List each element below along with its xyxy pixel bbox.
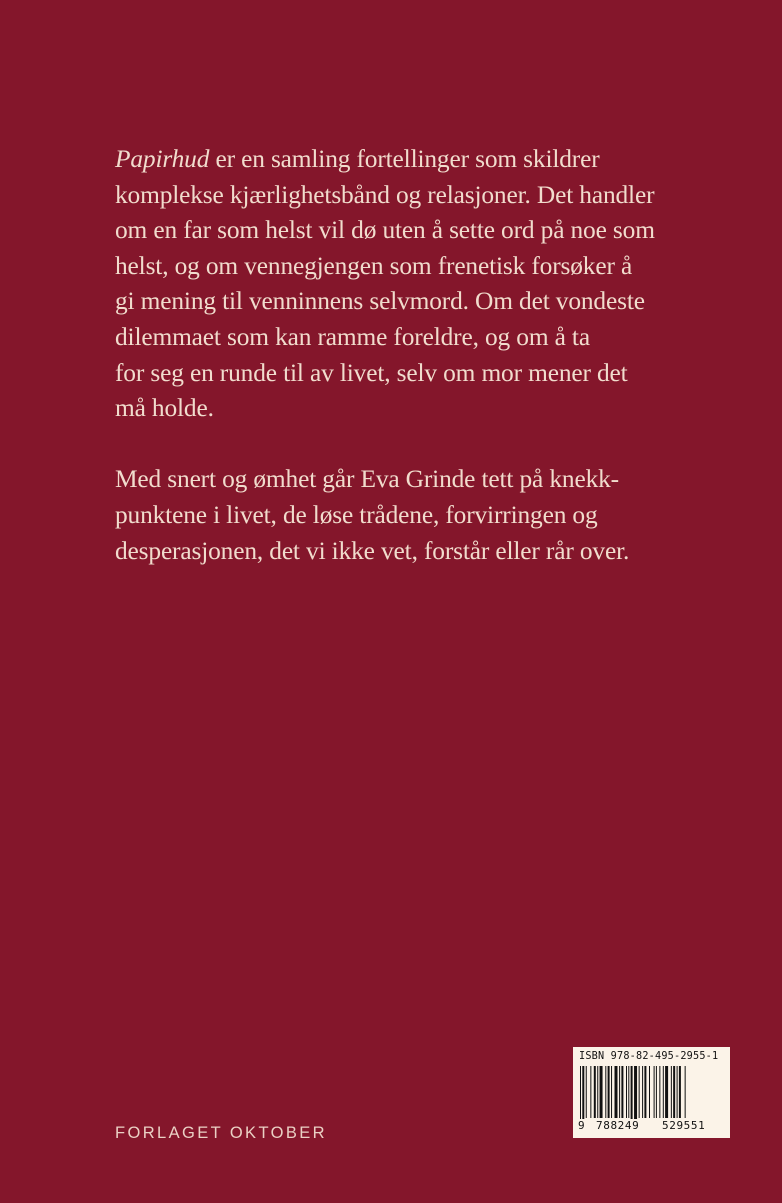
barcode-bar — [582, 1066, 584, 1126]
isbn-barcode — [573, 1047, 730, 1138]
barcode-bar — [679, 1066, 681, 1118]
book-title: Papirhud — [115, 145, 210, 173]
barcode-bar — [615, 1066, 618, 1118]
blurb-line: gi mening til venninnens selvmord. Om det vondeste — [115, 287, 645, 316]
barcode-bar — [644, 1066, 646, 1118]
barcode-bar — [594, 1066, 596, 1118]
barcode-bar — [659, 1066, 660, 1118]
barcode-bars — [579, 1066, 725, 1126]
barcode-bar — [580, 1066, 581, 1126]
barcode-bar — [626, 1066, 627, 1118]
barcode-bar — [634, 1066, 637, 1126]
blurb-line: Med snert og ømhet går Eva Grinde tett på knekk- — [115, 465, 619, 494]
barcode-bar — [673, 1066, 675, 1118]
barcode-digits-right: 529551 — [662, 1119, 706, 1132]
barcode-bar — [628, 1066, 629, 1118]
blurb-line: dilemmaet som kan ramme foreldre, og om å ta — [115, 322, 590, 351]
barcode-bar — [621, 1066, 623, 1118]
blurb-paragraph-1 — [115, 142, 715, 427]
back-cover-blurb — [115, 142, 715, 569]
barcode-bar — [656, 1066, 657, 1118]
barcode-bar — [590, 1066, 591, 1118]
barcode-bar — [677, 1066, 678, 1118]
barcode-bar — [605, 1066, 606, 1118]
blurb-paragraph-2 — [115, 462, 715, 569]
blurb-line: punktene i livet, de løse trådene, forvirringen og — [115, 500, 598, 529]
barcode-bar — [619, 1066, 620, 1118]
barcode-digits — [577, 1119, 727, 1135]
barcode-bar — [663, 1066, 664, 1118]
blurb-line: må holde. — [115, 394, 214, 423]
barcode-digits-left: 788249 — [596, 1119, 640, 1132]
blurb-line: komplekse kjærlighetsbånd og relasjoner. Det handler — [115, 180, 655, 209]
barcode-bar — [600, 1066, 603, 1118]
barcode-bar — [685, 1066, 686, 1118]
blurb-line-text: er en samling fortellinger som skildrer — [209, 145, 600, 173]
blurb-line: desperasjonen, det vi ikke vet, forstår eller rår over. — [115, 536, 630, 565]
barcode-bar — [642, 1066, 643, 1118]
barcode-bar — [608, 1066, 610, 1118]
barcode-bar — [649, 1066, 650, 1118]
barcode-bar — [586, 1066, 587, 1118]
barcode-bar — [639, 1066, 640, 1118]
blurb-line: om en far som helst vil dø uten å sette ord på noe som — [115, 216, 655, 245]
barcode-bar — [611, 1066, 612, 1118]
barcode-bar — [597, 1066, 598, 1118]
publisher-name: FORLAGET OKTOBER — [115, 1124, 327, 1142]
barcode-bar — [654, 1066, 655, 1118]
barcode-digit-first: 9 — [578, 1119, 586, 1132]
barcode-bar — [671, 1066, 672, 1118]
isbn-label: ISBN 978-82-495-2955-1 — [579, 1051, 719, 1062]
barcode-bar — [665, 1066, 668, 1118]
barcode-bar — [631, 1066, 633, 1126]
blurb-line: for seg en runde til av livet, selv om mor mener det — [115, 358, 628, 387]
blurb-line — [115, 142, 715, 178]
blurb-line: helst, og om vennegjengen som frenetisk forsøker å — [115, 251, 633, 280]
